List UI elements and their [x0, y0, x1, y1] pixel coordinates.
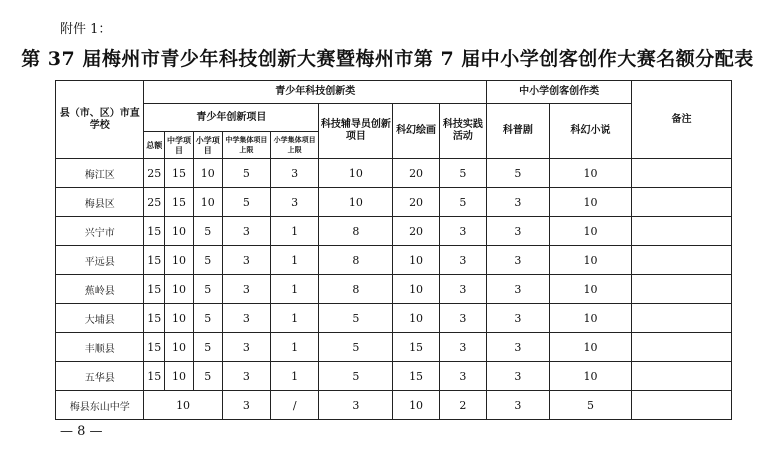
header-total: 总额 — [144, 132, 165, 159]
row-name: 五华县 — [56, 362, 144, 391]
row-primary: 5 — [193, 217, 222, 246]
row-primary-cap: 1 — [271, 217, 319, 246]
row-painting: 15 — [393, 362, 439, 391]
row-remark — [632, 188, 732, 217]
row-counselor: 10 — [319, 188, 393, 217]
row-counselor: 8 — [319, 246, 393, 275]
table-row — [56, 246, 732, 275]
row-total: 15 — [144, 304, 165, 333]
row-painting: 10 — [393, 391, 439, 420]
header-middle-group-cap: 中学集体项目上限 — [222, 132, 270, 159]
row-middle: 15 — [165, 188, 194, 217]
header-sci-fi-painting: 科幻绘画 — [393, 104, 439, 159]
quota-table — [55, 80, 732, 420]
row-name: 蕉岭县 — [56, 275, 144, 304]
row-middle-cap: 3 — [222, 391, 270, 420]
row-middle: 10 — [165, 333, 194, 362]
row-primary: 5 — [193, 275, 222, 304]
row-drama: 3 — [487, 304, 550, 333]
header-sci-fi-novel: 科幻小说 — [549, 104, 631, 159]
table-row-dongshan — [56, 391, 732, 420]
row-novel: 10 — [549, 246, 631, 275]
row-middle-cap: 3 — [222, 217, 270, 246]
row-primary: 5 — [193, 333, 222, 362]
row-practice: 2 — [439, 391, 486, 420]
row-remark — [632, 362, 732, 391]
header-maker-category: 中小学创客创作类 — [487, 81, 632, 104]
row-practice: 5 — [439, 159, 486, 188]
header-practice-activity: 科技实践活动 — [439, 104, 486, 159]
table-row — [56, 188, 732, 217]
row-counselor: 8 — [319, 217, 393, 246]
attachment-label: 附件 1： — [60, 22, 112, 37]
header-middle-project: 中学项目 — [165, 132, 194, 159]
row-name: 梅江区 — [56, 159, 144, 188]
page-number: — 8 — — [60, 424, 103, 439]
row-name: 梅县区 — [56, 188, 144, 217]
row-primary: 5 — [193, 246, 222, 275]
header-youth-category: 青少年科技创新类 — [144, 81, 487, 104]
row-novel: 10 — [549, 362, 631, 391]
header-sci-pop-drama: 科普剧 — [487, 104, 550, 159]
table-row — [56, 217, 732, 246]
row-counselor: 5 — [319, 304, 393, 333]
row-counselor: 8 — [319, 275, 393, 304]
row-primary-cap: 1 — [271, 333, 319, 362]
table-row — [56, 304, 732, 333]
row-primary-cap: 1 — [271, 362, 319, 391]
row-painting: 15 — [393, 333, 439, 362]
table-row — [56, 362, 732, 391]
row-middle: 10 — [165, 246, 194, 275]
row-middle: 10 — [165, 362, 194, 391]
row-primary: 10 — [193, 188, 222, 217]
row-middle-cap: 3 — [222, 362, 270, 391]
row-practice: 3 — [439, 275, 486, 304]
row-drama: 3 — [487, 333, 550, 362]
row-remark — [632, 304, 732, 333]
row-drama: 3 — [487, 188, 550, 217]
row-total: 15 — [144, 333, 165, 362]
row-total: 25 — [144, 159, 165, 188]
table-row — [56, 275, 732, 304]
row-novel: 10 — [549, 304, 631, 333]
row-novel: 5 — [549, 391, 631, 420]
row-novel: 10 — [549, 188, 631, 217]
row-primary-cap: 3 — [271, 188, 319, 217]
row-primary: 5 — [193, 362, 222, 391]
row-name: 平远县 — [56, 246, 144, 275]
row-novel: 10 — [549, 159, 631, 188]
row-remark — [632, 159, 732, 188]
row-total: 25 — [144, 188, 165, 217]
row-remark — [632, 217, 732, 246]
header-counselor-project: 科技辅导员创新项目 — [319, 104, 393, 159]
row-total: 15 — [144, 362, 165, 391]
table-row — [56, 333, 732, 362]
header-county: 县（市、区）市直学校 — [56, 81, 144, 159]
row-name: 丰顺县 — [56, 333, 144, 362]
row-middle-cap: 3 — [222, 333, 270, 362]
row-counselor: 10 — [319, 159, 393, 188]
row-combined-total: 10 — [144, 391, 222, 420]
row-painting: 10 — [393, 246, 439, 275]
row-primary: 5 — [193, 304, 222, 333]
row-practice: 5 — [439, 188, 486, 217]
row-painting: 20 — [393, 188, 439, 217]
row-total: 15 — [144, 217, 165, 246]
row-primary-cap: 1 — [271, 275, 319, 304]
row-name: 大埔县 — [56, 304, 144, 333]
row-primary: 10 — [193, 159, 222, 188]
row-painting: 10 — [393, 275, 439, 304]
row-middle: 10 — [165, 304, 194, 333]
row-painting: 20 — [393, 159, 439, 188]
row-remark — [632, 246, 732, 275]
row-practice: 3 — [439, 362, 486, 391]
page-title: 第 37 届梅州市青少年科技创新大赛暨梅州市第 7 届中小学创客创作大赛名额分配表 — [21, 48, 754, 70]
row-middle-cap: 3 — [222, 275, 270, 304]
row-name: 兴宁市 — [56, 217, 144, 246]
row-painting: 10 — [393, 304, 439, 333]
row-primary-cap: 3 — [271, 159, 319, 188]
row-drama: 5 — [487, 159, 550, 188]
header-primary-project: 小学项目 — [193, 132, 222, 159]
row-middle-cap: 5 — [222, 159, 270, 188]
row-middle-cap: 5 — [222, 188, 270, 217]
row-middle-cap: 3 — [222, 246, 270, 275]
row-primary-cap: 1 — [271, 304, 319, 333]
table-row — [56, 159, 732, 188]
header-youth-innovation-project: 青少年创新项目 — [144, 104, 319, 132]
row-drama: 3 — [487, 362, 550, 391]
row-middle: 10 — [165, 275, 194, 304]
row-name: 梅县东山中学 — [56, 391, 144, 420]
row-remark — [632, 391, 732, 420]
row-novel: 10 — [549, 275, 631, 304]
row-counselor: 5 — [319, 333, 393, 362]
row-novel: 10 — [549, 333, 631, 362]
row-counselor: 3 — [319, 391, 393, 420]
row-drama: 3 — [487, 246, 550, 275]
header-remarks: 备注 — [632, 81, 732, 159]
row-counselor: 5 — [319, 362, 393, 391]
row-total: 15 — [144, 275, 165, 304]
row-painting: 20 — [393, 217, 439, 246]
row-middle: 10 — [165, 217, 194, 246]
row-drama: 3 — [487, 217, 550, 246]
row-novel: 10 — [549, 217, 631, 246]
row-middle-cap: 3 — [222, 304, 270, 333]
row-total: 15 — [144, 246, 165, 275]
row-practice: 3 — [439, 246, 486, 275]
row-drama: 3 — [487, 391, 550, 420]
row-practice: 3 — [439, 333, 486, 362]
row-middle: 15 — [165, 159, 194, 188]
row-remark — [632, 275, 732, 304]
row-practice: 3 — [439, 304, 486, 333]
row-practice: 3 — [439, 217, 486, 246]
row-remark — [632, 333, 732, 362]
row-drama: 3 — [487, 275, 550, 304]
row-primary-cap: / — [271, 391, 319, 420]
row-primary-cap: 1 — [271, 246, 319, 275]
header-primary-group-cap: 小学集体项目上限 — [271, 132, 319, 159]
